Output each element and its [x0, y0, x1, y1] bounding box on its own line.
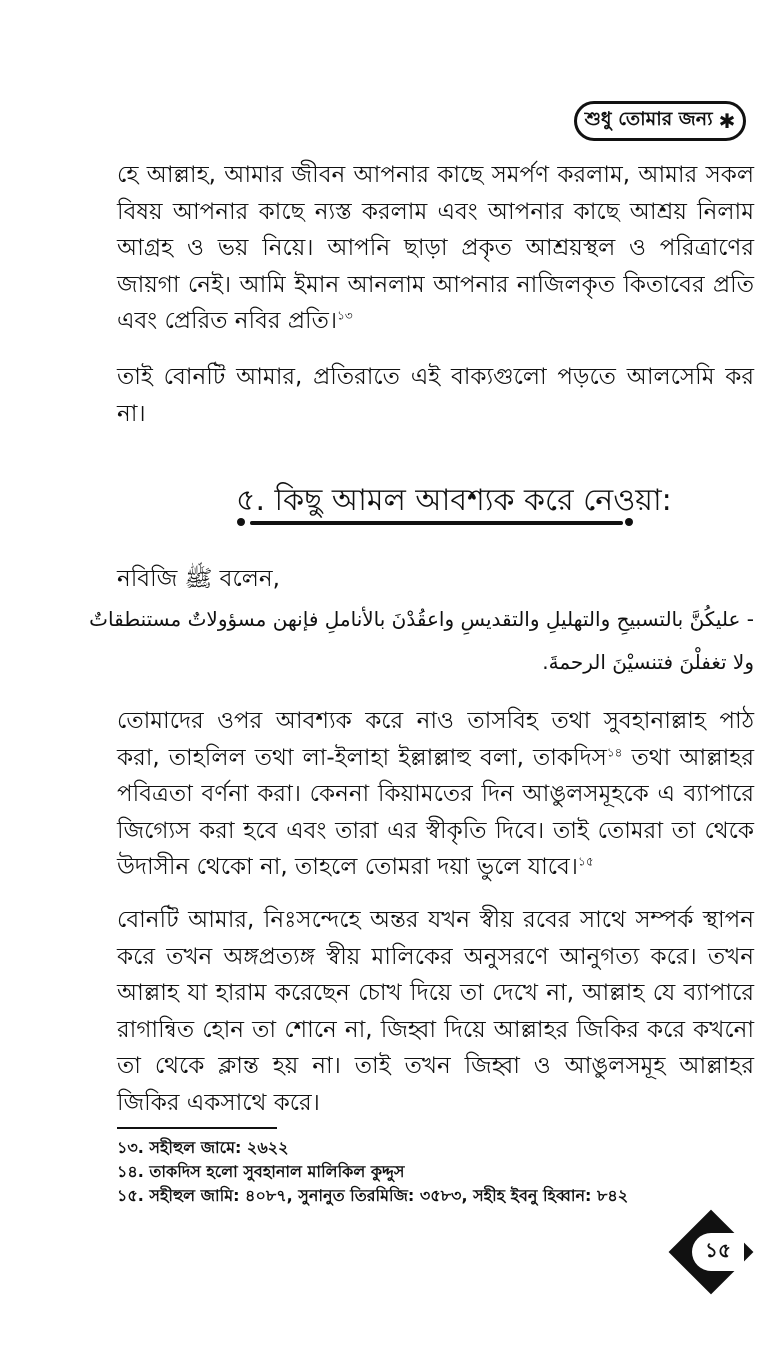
section-title: ৫. কিছু আমল আবশ্যক করে নেওয়া: — [236, 483, 672, 518]
paragraph-dua — [117, 157, 754, 340]
title-rule-dot-left — [237, 518, 245, 526]
translation-text-a: তোমাদের ওপর আবশ্যক করে নাও তাসবিহ তথা সুবহানাল্লাহ পাঠ করা, তাহলিল তথা লা-ইলাহা ইল্লাল্লাহু বলা, তাকদিস — [117, 708, 754, 771]
footnote-15: ১৫. সহীহুল জামি: ৪০৮৭, সুনানুত তিরমিজি: ৩৫৮৩, সহীহ ইবনু হিব্বান: ৮৪২ — [117, 1186, 629, 1205]
title-rule-dot-right — [625, 518, 633, 526]
hadith-intro: নবিজি ﷺ বলেন, — [117, 566, 280, 592]
asterisk-icon: ✱ — [718, 109, 736, 133]
translation-text-b: তথা আল্লাহর পবিত্রতা বর্ণনা করা। কেননা কিয়ামতের দিন আঙুলসমূহকে এ ব্যাপারে জিগ্যেস করা হবে এবং তারা এর স্বীকৃতি দিবে। তাই তোমরা তা থেকে উদাসীন থেকো না, তাহলে তোমরা দয়া ভুলে যাবে। — [117, 744, 754, 880]
title-underline — [250, 521, 623, 525]
footnote-ref-15: ১৫ — [578, 854, 594, 869]
running-header-title: শুধু তোমার জন্য — [584, 108, 713, 130]
paragraph-advice: তাই বোনটি আমার, প্রতিরাতে এই বাক্যগুলো পড়তে আলসেমি কর না। — [117, 364, 754, 427]
arabic-hadith-line-2: ولا تغفلْنَ فتنسيْنَ الرحمةَ. — [542, 650, 754, 674]
footnote-14: ১৪. তাকদিস হলো সুবহানাল মালিকিল কুদ্দুস — [117, 1162, 405, 1181]
paragraph-dua-text: হে আল্লাহ, আমার জীবন আপনার কাছে সমর্পণ করলাম, আমার সকল বিষয় আপনার কাছে ন্যস্ত করলাম এবং আপনার কাছে আশ্রয় নিলাম আগ্রহ ও ভয় নিয়ে। আপনি ছাড়া প্রকৃত আশ্রয়স্থল ও পরিত্রাণের জায়গা নেই। আমি ইমান আনলাম আপনার নাজিলকৃত কিতাবের প্রতি এবং প্রেরিত নবির প্রতি। — [117, 162, 754, 334]
footnote-ref-13: ১৩ — [337, 308, 353, 323]
running-header — [574, 101, 746, 141]
arabic-hadith-line-1: - عليكُنَّ بالتسبيحِ والتهليلِ والتقديسِ واعقُدْنَ بالأناملِ فإنهن مسؤولاتٌ مستنطقاتٌ — [89, 607, 754, 631]
footnote-13: ১৩. সহীহুল জামে: ২৬২২ — [117, 1138, 289, 1157]
paragraph-heart: বোনটি আমার, নিঃসন্দেহে অন্তর যখন স্বীয় রবের সাথে সম্পর্ক স্থাপন করে তখন অঙ্গপ্রত্যঙ্গ স্বীয় মালিকের অনুসরণে আনুগত্য করে। তখন আল্লাহ যা হারাম করেছেন চোখ দিয়ে তা দেখে না, আল্লাহ যে ব্যাপারে রাগান্বিত হোন তা শোনে না, জিহ্বা দিয়ে আল্লাহর জিকির করে কখনো তা থেকে ক্লান্ত হয় না। তাই তখন জিহ্বা ও আঙুলসমূহ আল্লাহর জিকির একসাথে করে। — [117, 907, 754, 1116]
footnote-ref-14: ১৪ — [606, 744, 623, 759]
paragraph-translation — [117, 703, 754, 886]
footnote-divider — [117, 1127, 277, 1129]
page-number: ১৫ — [692, 1233, 744, 1271]
